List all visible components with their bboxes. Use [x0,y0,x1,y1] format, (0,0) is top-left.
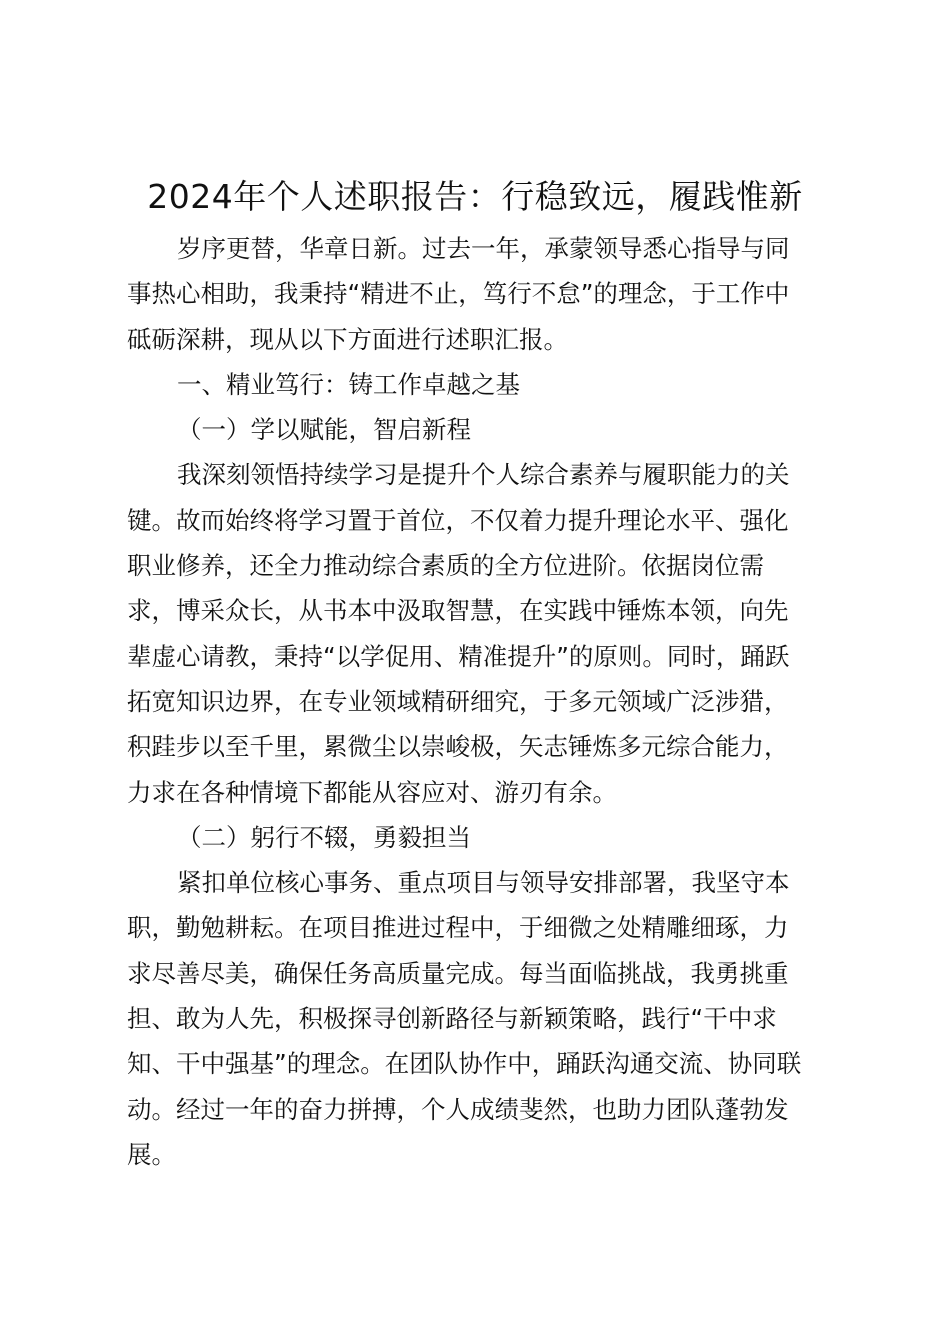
text-line: 职业修养，还全力推动综合素质的全方位进阶。依据岗位需 [127,551,764,581]
subsection-heading: （一）学以赋能，智启新程 [177,415,471,445]
document-title: 2024年个人述职报告：行稳致远，履践惟新 [147,177,803,216]
text-line: 担、敢为人先，积极探寻创新路径与新颖策略，践行“干中求 [127,1004,777,1034]
section-heading: 一、精业笃行：铸工作卓越之基 [177,369,520,399]
document-body [127,226,827,1177]
text-line: 知、干中强基”的理念。在团队协作中，踊跃沟通交流、协同联 [127,1049,802,1079]
text-line: 键。故而始终将学习置于首位，不仅着力提升理论水平、强化 [127,505,789,535]
text-line: 力求在各种情境下都能从容应对、游刃有余。 [127,777,617,807]
text-line: 职，勤勉耕耘。在项目推进过程中，于细微之处精雕细琢，力 [127,913,789,943]
text-line: 拓宽知识边界，在专业领域精研细究，于多元领域广泛涉猎， [127,686,789,716]
text-line: 岁序更替，华章日新。过去一年，承蒙领导悉心指导与同 [177,234,790,263]
text-line: 求尽善尽美，确保任务高质量完成。每当面临挑战，我勇挑重 [127,958,789,988]
text-line: 求，博采众长，从书本中汲取智慧，在实践中锤炼本领，向先 [127,596,789,626]
text-line: 我深刻领悟持续学习是提升个人综合素养与履职能力的关 [177,460,790,490]
text-line: 砥砺深耕，现从以下方面进行述职汇报。 [127,324,568,354]
text-line: 紧扣单位核心事务、重点项目与领导安排部署，我坚守本 [177,868,790,898]
text-line: 积跬步以至千里，累微尘以崇峻极，矢志锤炼多元综合能力， [127,732,789,762]
text-line: 动。经过一年的奋力拼搏，个人成绩斐然，也助力团队蓬勃发 [127,1094,789,1124]
text-line: 辈虚心请教，秉持“以学促用、精准提升”的原则。同时，踊跃 [127,641,790,671]
subsection-heading: （二）躬行不辍，勇毅担当 [177,822,471,852]
text-line: 展。 [127,1139,176,1169]
text-line: 事热心相助，我秉持“精进不止，笃行不怠”的理念，于工作中 [127,279,790,309]
